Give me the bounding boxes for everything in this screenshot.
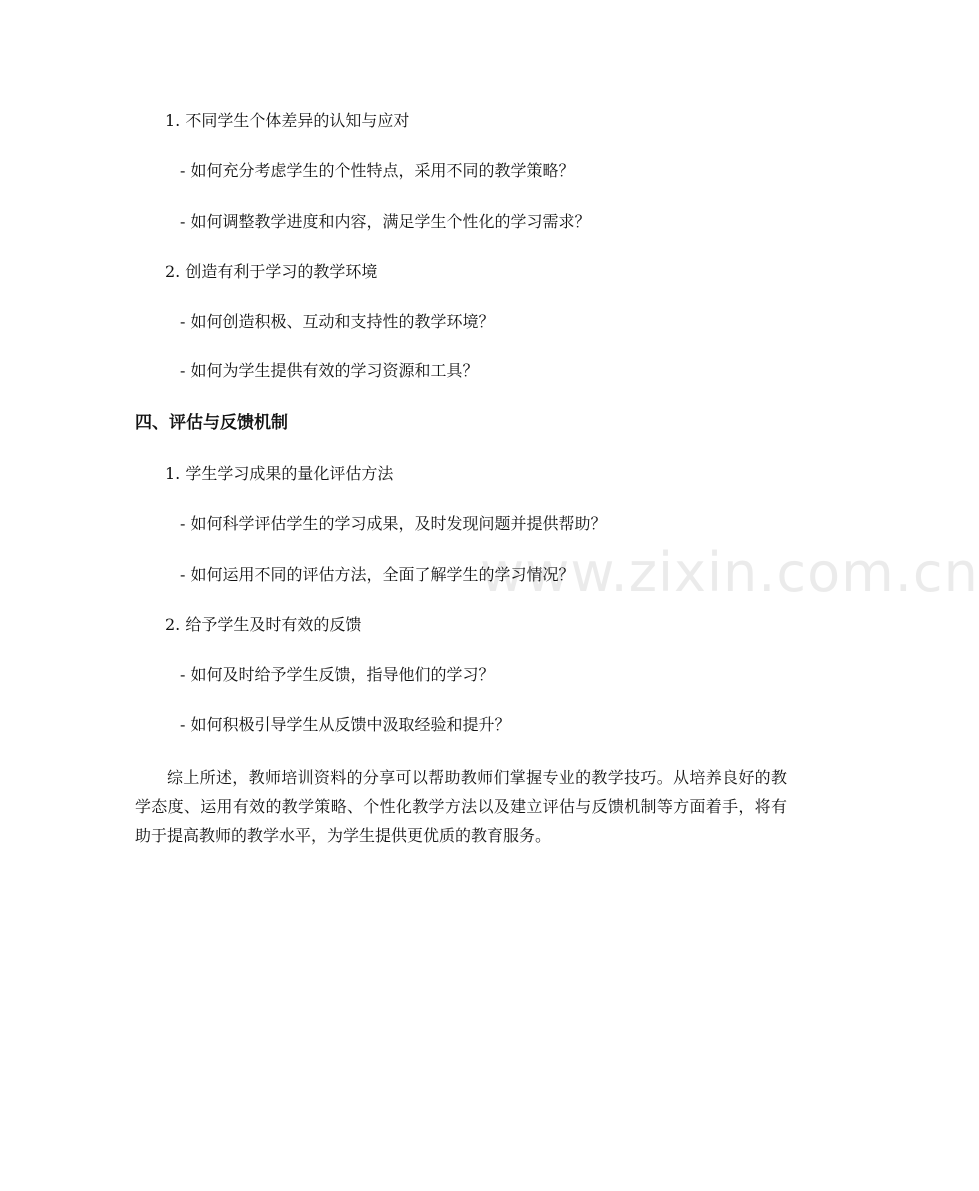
section-heading: 四、评估与反馈机制 — [135, 413, 288, 433]
item-title: 2. 给予学生及时有效的反馈 — [165, 615, 362, 634]
item-title: 1. 学生学习成果的量化评估方法 — [165, 464, 394, 483]
question-line: - 如何调整教学进度和内容，满足学生个性化的学习需求？ — [180, 212, 591, 231]
question-line: - 如何充分考虑学生的个性特点，采用不同的教学策略？ — [180, 161, 575, 180]
question-line: - 如何为学生提供有效的学习资源和工具？ — [180, 361, 479, 380]
question-line: - 如何创造积极、互动和支持性的教学环境？ — [180, 312, 495, 331]
item-title: 2. 创造有利于学习的教学环境 — [165, 262, 378, 281]
question-line: - 如何积极引导学生从反馈中汲取经验和提升？ — [180, 715, 511, 734]
question-line: - 如何及时给予学生反馈，指导他们的学习？ — [180, 665, 495, 684]
question-line: - 如何科学评估学生的学习成果，及时发现问题并提供帮助？ — [180, 514, 607, 533]
question-line: - 如何运用不同的评估方法，全面了解学生的学习情况？ — [180, 565, 575, 584]
conclusion-paragraph: 综上所述，教师培训资料的分享可以帮助教师们掌握专业的教学技巧。从培养良好的教学态度、运用有效的教学策略、个性化教学方法以及建立评估与反馈机制等方面着手，将有助于提高教师的教学水平，为学生提供更优质的教育服务。 — [135, 768, 787, 845]
item-title: 1. 不同学生个体差异的认知与应对 — [165, 111, 410, 130]
watermark-text: www.zixin.com.cn — [480, 541, 979, 604]
